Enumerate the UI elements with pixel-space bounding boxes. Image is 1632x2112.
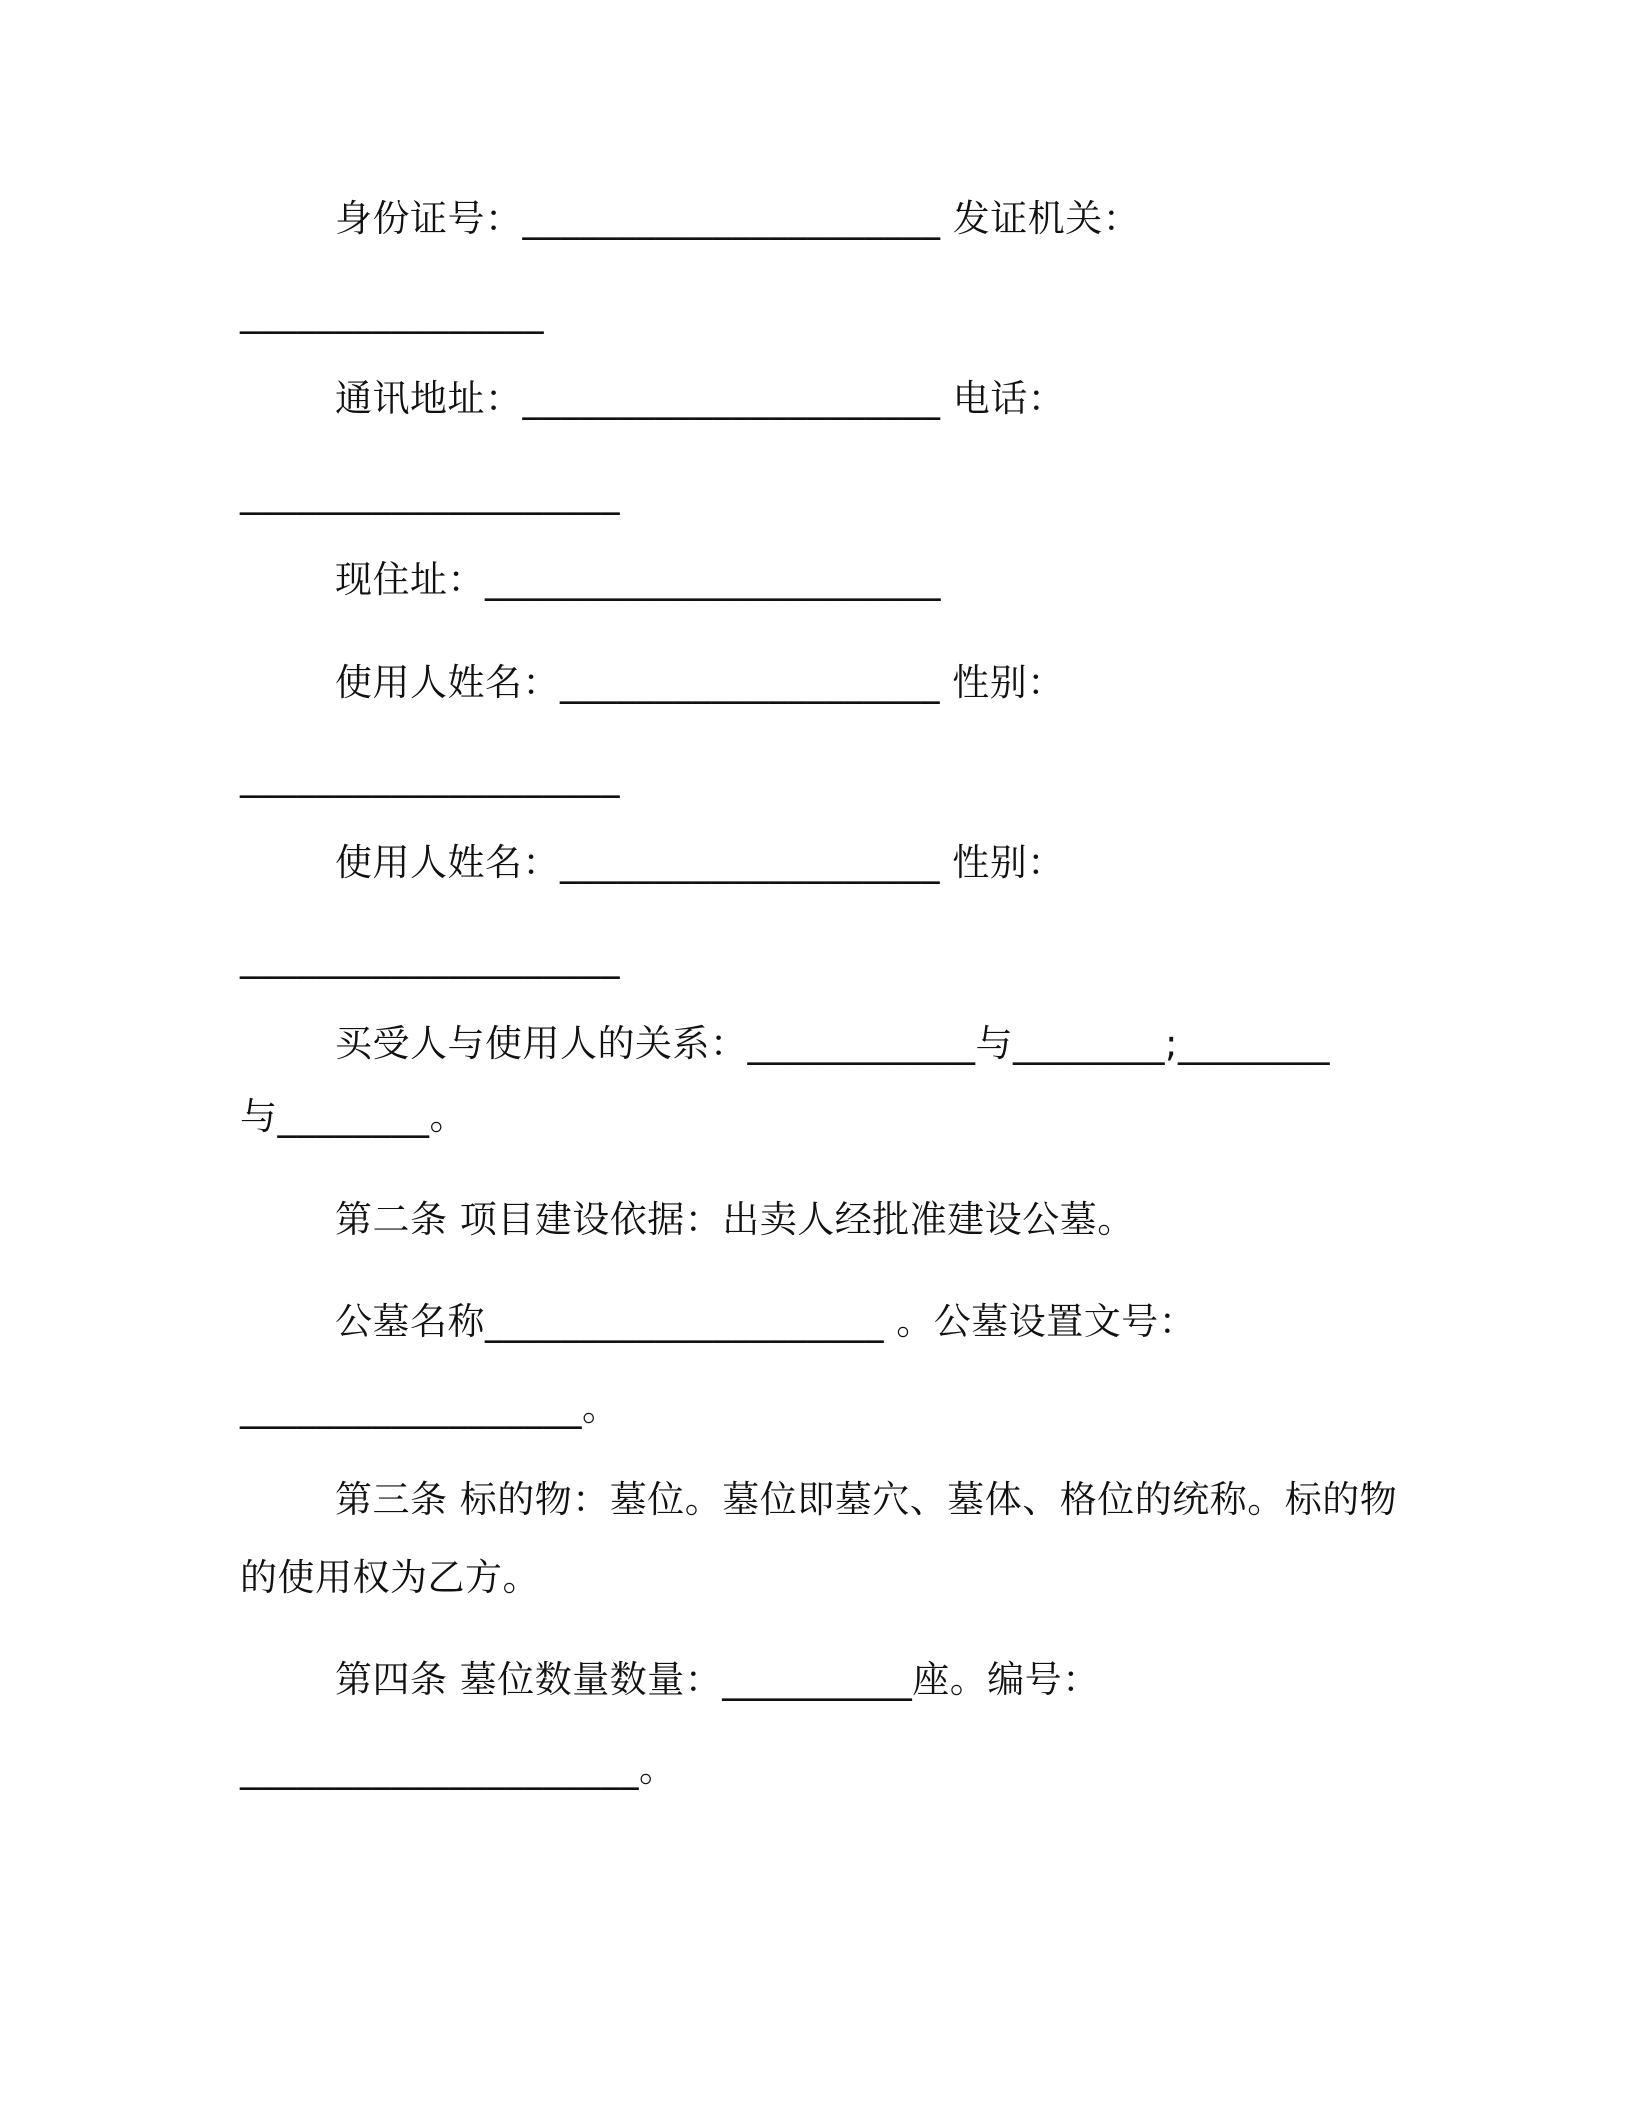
article-four-number-blank-line: _____________________。 [240, 1747, 677, 1790]
gender-blank-line-2: ____________________ [240, 936, 620, 979]
cemetery-doc-number-blank-line: __________________。 [240, 1386, 620, 1429]
article-four-line: 第四条 墓位数量数量：__________座。编号： [335, 1658, 1100, 1701]
cemetery-name-line: 公墓名称_____________________ 。公墓设置文号： [335, 1300, 1197, 1343]
current-address-line: 现住址：________________________ [335, 558, 941, 601]
phone-blank-line: ____________________ [240, 472, 620, 515]
id-number-line: 身份证号：______________________ 发证机关： [335, 197, 1141, 240]
article-three-continuation-line: 的使用权为乙方。 [240, 1556, 540, 1599]
address-line: 通讯地址：______________________ 电话： [335, 377, 1066, 420]
article-two-line: 第二条 项目建设依据：出卖人经批准建设公墓。 [335, 1198, 1135, 1241]
id-authority-blank-line: ________________ [240, 291, 544, 334]
article-three-line: 第三条 标的物：墓位。墓位即墓穴、墓体、格位的统称。标的物 [335, 1478, 1398, 1521]
user-name-line-1: 使用人姓名：____________________ 性别： [335, 661, 1065, 704]
relationship-continuation-line: 与________。 [240, 1095, 467, 1138]
gender-blank-line-1: ____________________ [240, 755, 620, 798]
relationship-line: 买受人与使用人的关系：____________与________;________ [335, 1022, 1330, 1065]
user-name-line-2: 使用人姓名：____________________ 性别： [335, 841, 1065, 884]
